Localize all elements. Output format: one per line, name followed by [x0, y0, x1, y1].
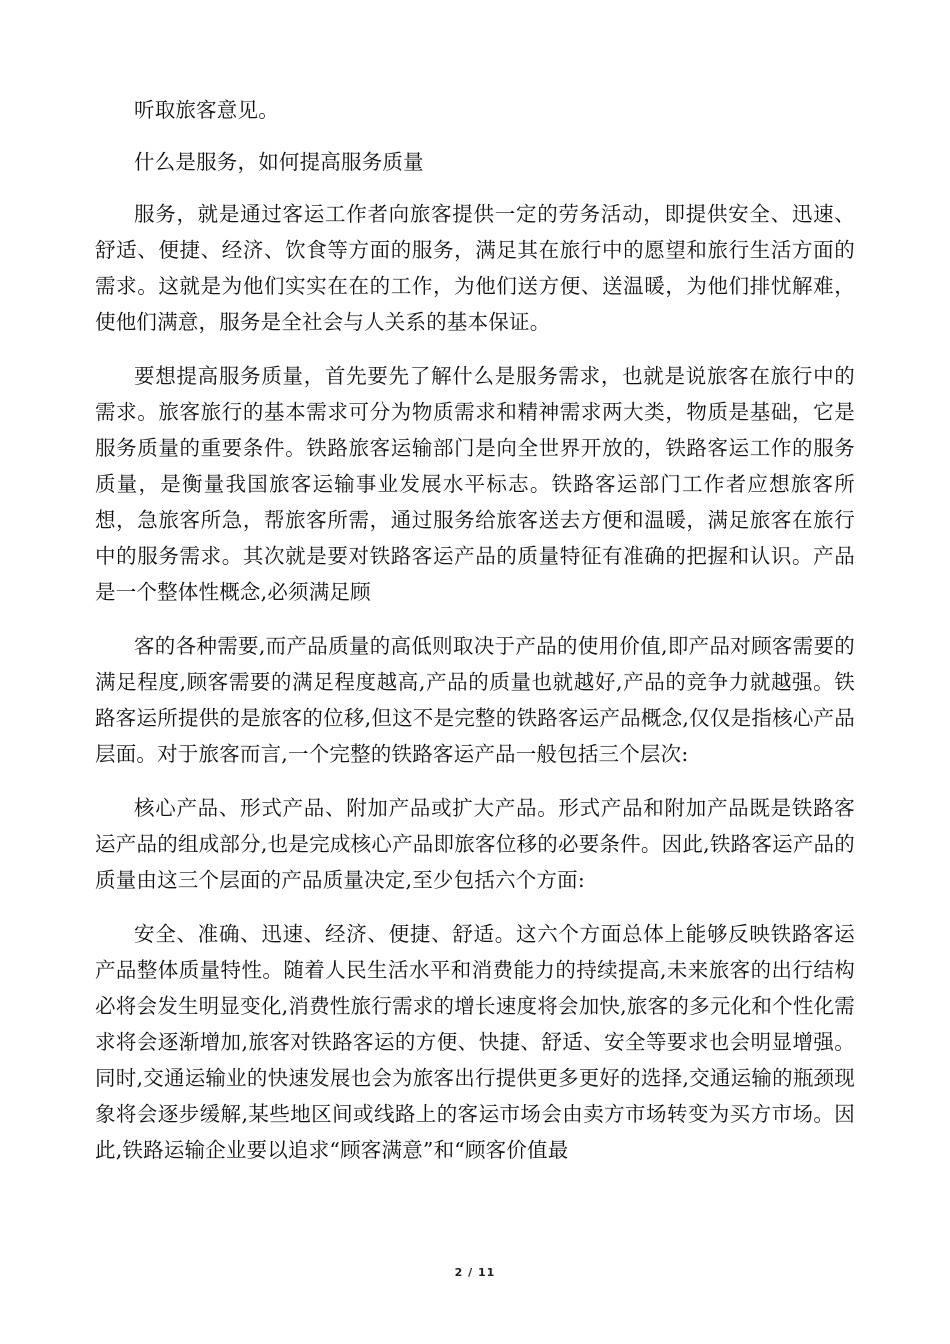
paragraph-1: 听取旅客意见。	[134, 98, 279, 122]
page-number: 2 / 11	[454, 1266, 496, 1279]
document-body	[95, 92, 855, 1186]
paragraph-7: 安全、准确、迅速、经济、便捷、舒适。这六个方面总体上能够反映铁路客运产品整体质量特性。随着人民生活水平和消费能力的持续提高,未来旅客的出行结构必将会发生明显变化,消费性旅行需求的增长速度将会加快,旅客的多元化和个性化需求将会逐渐增加,旅客对铁路客运的方便、快捷、舒适、安全等要求也会明显增强。同时,交通运输业的快速发展也会为旅客出行提供更多更好的选择,交通运输的瓶颈现象将会逐步缓解,某些地区间或线路上的客运市场会由卖方市场转变为买方市场。因此,铁路运输企业要以追求“顾客满意”和“顾客价值最	[95, 922, 855, 1162]
paragraph-2: 什么是服务，如何提高服务质量	[134, 150, 424, 174]
paragraph-3: 服务，就是通过客运工作者向旅客提供一定的劳务活动，即提供安全、迅速、舒适、便捷、经济、饮食等方面的服务，满足其在旅行中的愿望和旅行生活方面的需求。这就是为他们实实在在的工作，为他们送方便、送温暖，为他们排忧解难，使他们满意，服务是全社会与人关系的基本保证。	[95, 202, 855, 334]
paragraph-4: 要想提高服务质量，首先要先了解什么是服务需求，也就是说旅客在旅行中的需求。旅客旅行的基本需求可分为物质需求和精神需求两大类，物质是基础，它是服务质量的重要条件。铁路旅客运输部门是向全世界开放的，铁路客运工作的服务质量，是衡量我国旅客运输事业发展水平标志。铁路客运部门工作者应想旅客所想，急旅客所急，帮旅客所需，通过服务给旅客送去方便和温暖，满足旅客在旅行中的服务需求。其次就是要对铁路客运产品的质量特征有准确的把握和认识。产品是一个整体性概念,必须满足顾	[95, 364, 855, 604]
paragraph-5: 客的各种需要,而产品质量的高低则取决于产品的使用价值,即产品对顾客需要的满足程度,顾客需要的满足程度越高,产品的质量也就越好,产品的竞争力就越强。铁路客运所提供的是旅客的位移,但这不是完整的铁路客运产品概念,仅仅是指核心产品层面。对于旅客而言,一个完整的铁路客运产品一般包括三个层次:	[95, 634, 855, 766]
paragraph-6: 核心产品、形式产品、附加产品或扩大产品。形式产品和附加产品既是铁路客运产品的组成部分,也是完成核心产品即旅客位移的必要条件。因此,铁路客运产品的质量由这三个层面的产品质量决定,至少包括六个方面:	[95, 796, 855, 892]
